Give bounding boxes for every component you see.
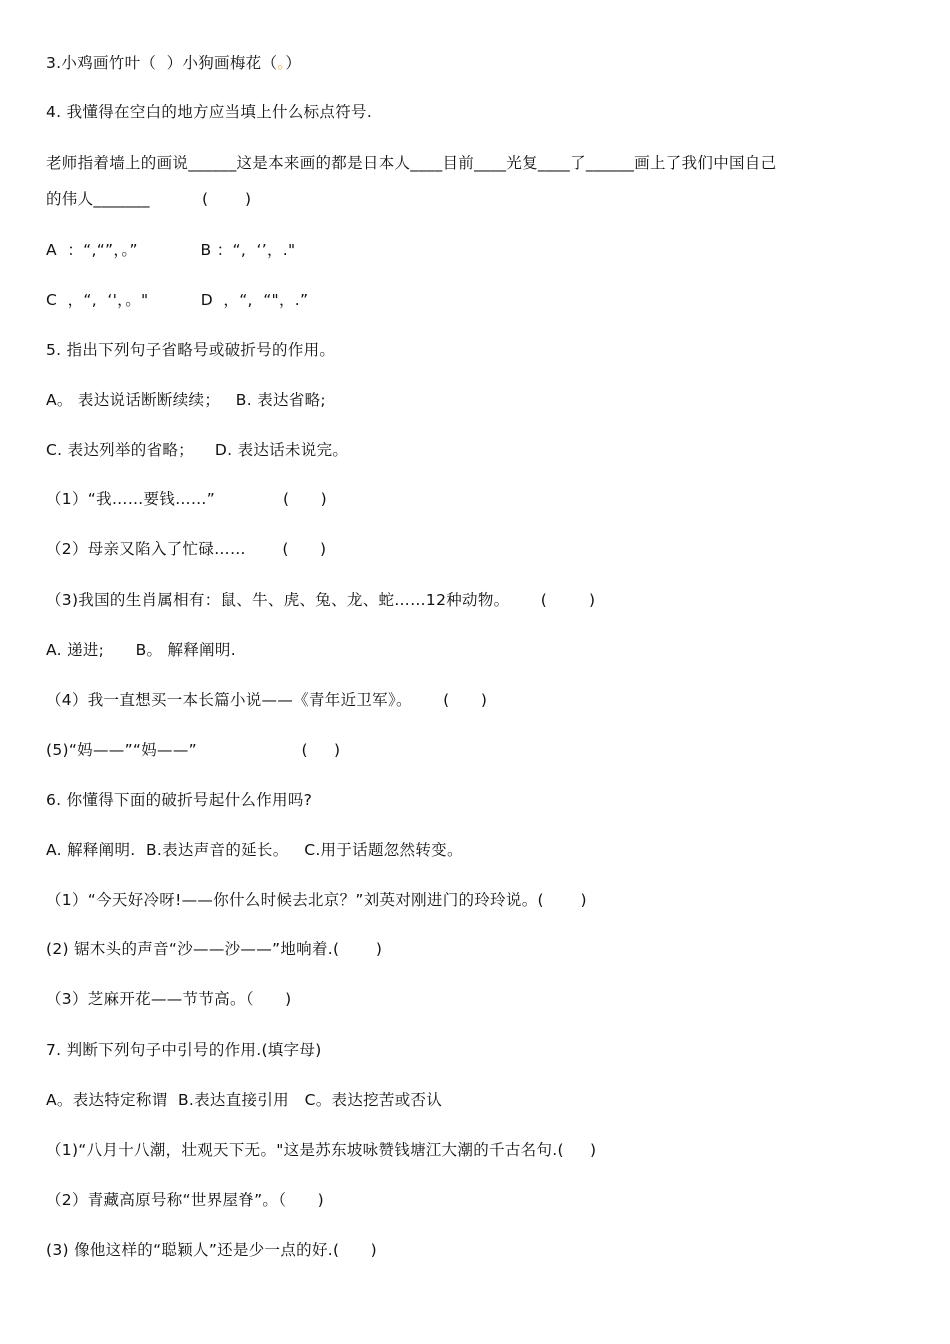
question-5-options-cd: C. 表达列举的省略； D. 表达话未说完。 [46,441,349,459]
question-7-item-2: （2）青藏高原号称“世界屋脊”。（ ) [46,1191,324,1209]
question-4-passage-line2: 的伟人_______ ( ) [46,190,252,208]
question-5-options-ab: A。 表达说话断断续续； B. 表达省略; [46,391,326,409]
question-3 [46,52,301,74]
question-7-title: 7. 判断下列句子中引号的作用.(填字母) [46,1041,322,1059]
question-3-close: ） [285,54,302,72]
question-5-title: 5. 指出下列句子省略号或破折号的作用。 [46,341,336,359]
question-3-mark: 。 [277,54,286,72]
question-6-item-2: (2) 锯木头的声音“沙——沙——”地响着.( ) [46,940,383,958]
question-4-options-cd: C ，“, ‘'，。" D ，“, “"，.” [46,291,309,309]
question-7-item-3: (3) 像他这样的“聪颖人”还是少一点的好.( ) [46,1241,378,1259]
question-5-item-3: （3)我国的生肖属相有：鼠、牛、虎、兔、龙、蛇……12种动物。 ( ) [46,591,596,609]
question-6-options: A. 解释阐明. B.表达声音的延长。 C.用于话题忽然转变。 [46,841,463,859]
question-5-item-4: （4）我一直想买一本长篇小说——《青年近卫军》。 ( ) [46,691,488,709]
question-5-item-5: (5)“妈——”“妈——” ( ) [46,741,341,759]
question-5-options-extra: A. 递进; B。 解释阐明. [46,641,236,659]
question-3-text: 3.小鸡画竹叶（ ）小狗画梅花（ [46,54,278,72]
question-6-title: 6. 你懂得下面的破折号起什么作用吗? [46,791,313,809]
question-4-title: 4. 我懂得在空白的地方应当填上什么标点符号. [46,103,373,121]
question-5-item-2: （2）母亲又陷入了忙碌…… ( ) [46,540,327,558]
question-7-item-1: （1)“八月十八潮，壮观天下无。"这是苏东坡咏赞钱塘江大潮的千古名句.( ) [46,1141,597,1159]
question-6-item-3: （3）芝麻开花——节节高。（ ) [46,990,292,1008]
question-4-passage-line1: 老师指着墙上的画说______这是本来画的都是日本人____目前____光复____了______画上了我们中国自己 [46,154,777,172]
question-4-options-ab: A ：“,“”，。” B ：“, ‘’，." [46,241,296,259]
question-7-options: A。表达特定称谓 B.表达直接引用 C。表达挖苦或否认 [46,1091,443,1109]
question-5-item-1: （1）“我……要钱……” ( ) [46,490,328,508]
question-6-item-1: （1）“今天好冷呀!——你什么时候去北京？”刘英对刚进门的玲玲说。( ) [46,891,587,909]
